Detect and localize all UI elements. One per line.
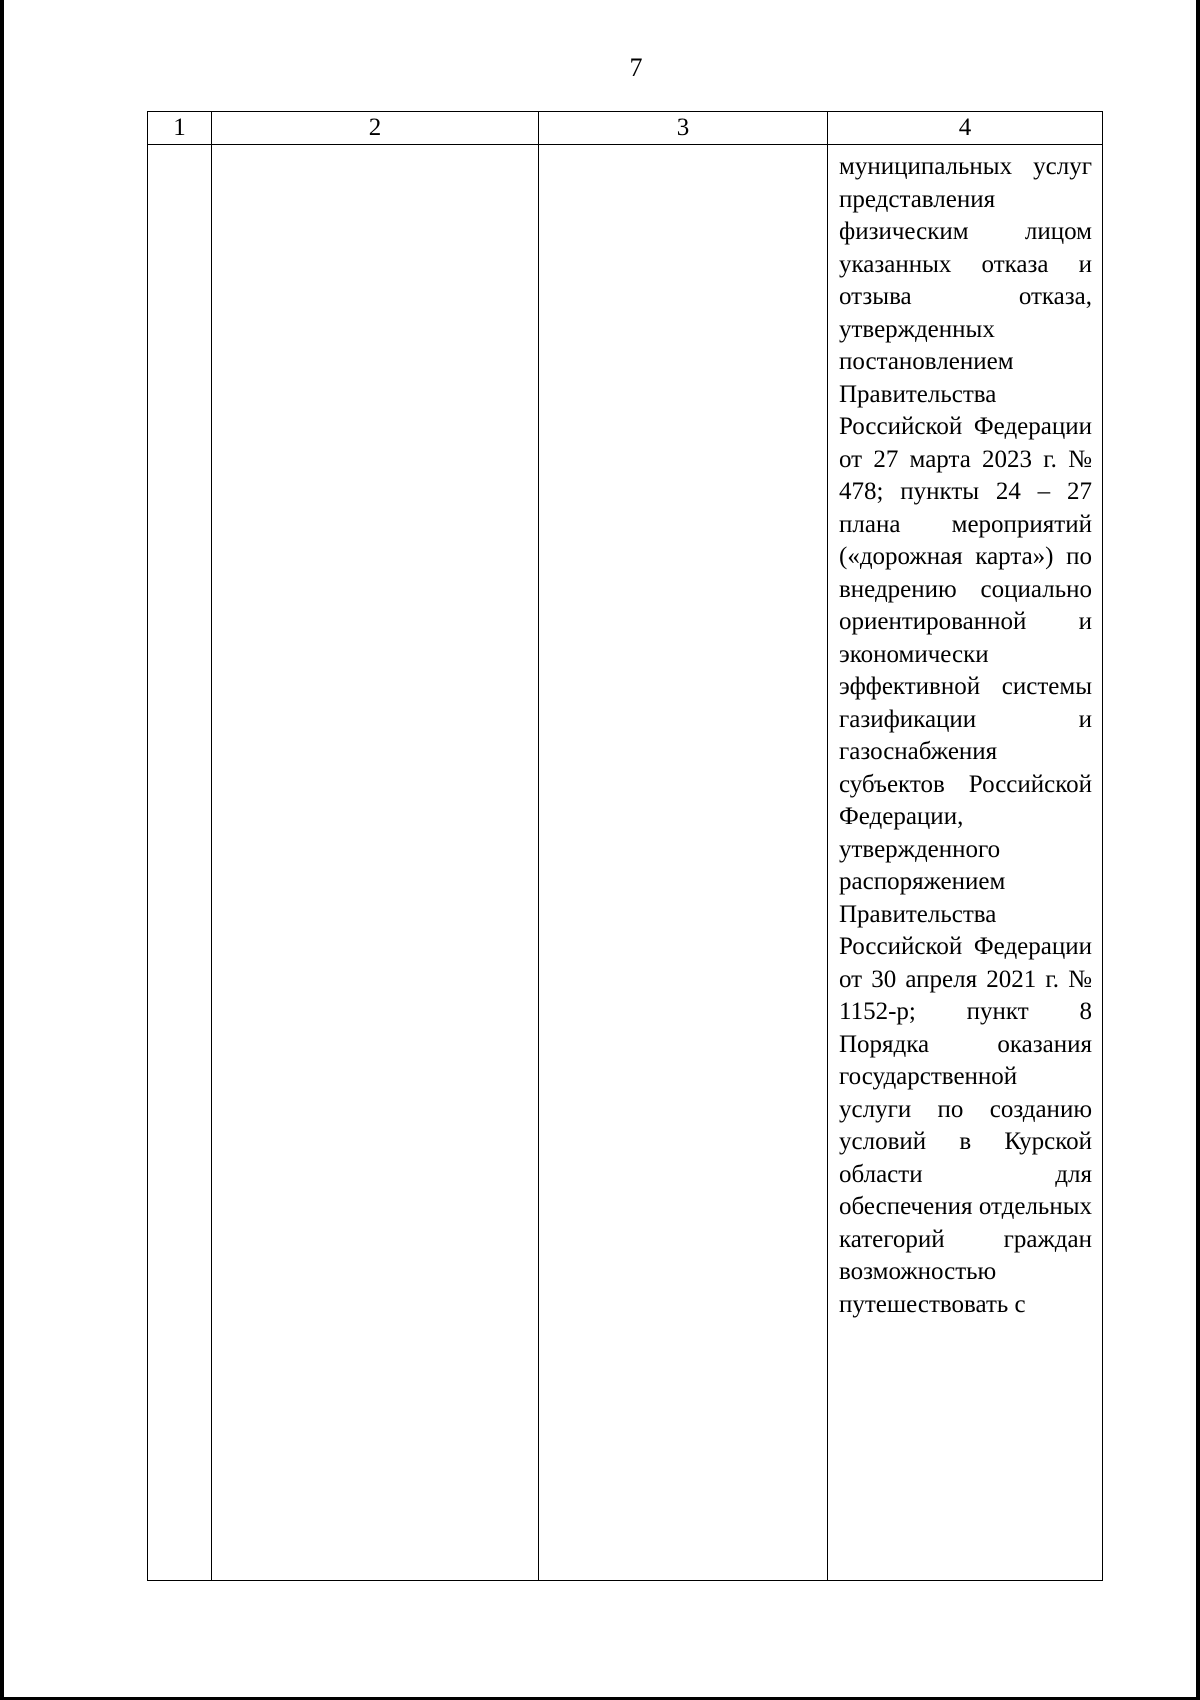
cell-col-4-text: муниципальных услуг представления физическим лицом указанных отказа и отзыва отказа, утвержденных постановлением Правительства Российской Федерации от 27 марта 2023 г. № 478; пункты 24 – 27 плана мероприятий («дорожная карта») по внедрению социально ориентированной и экономически эффективной системы газификации и газоснабжения субъектов Российской Федерации, утвержденного распоряжением Правительства Российской Федерации от 30 апреля 2021 г. № 1152-р; пункт 8 Порядка оказания государственной услуги по созданию условий в Курской области для обеспечения отдельных категорий граждан возможностью путешествовать с (839, 153, 1092, 1318)
cell-col-1 (148, 145, 212, 1581)
table-row (148, 145, 1103, 1581)
cell-col-2 (212, 145, 539, 1581)
scan-edge-left (0, 0, 4, 1700)
column-header-2: 2 (212, 112, 539, 145)
document-table (147, 111, 1103, 1581)
column-header-3: 3 (539, 112, 828, 145)
cell-col-3 (539, 145, 828, 1581)
column-header-4: 4 (828, 112, 1103, 145)
table-header-row (148, 112, 1103, 145)
cell-col-4 (828, 145, 1103, 1581)
page-number: 7 (629, 53, 643, 82)
scan-edge-right (1196, 0, 1200, 1700)
column-header-1: 1 (148, 112, 212, 145)
